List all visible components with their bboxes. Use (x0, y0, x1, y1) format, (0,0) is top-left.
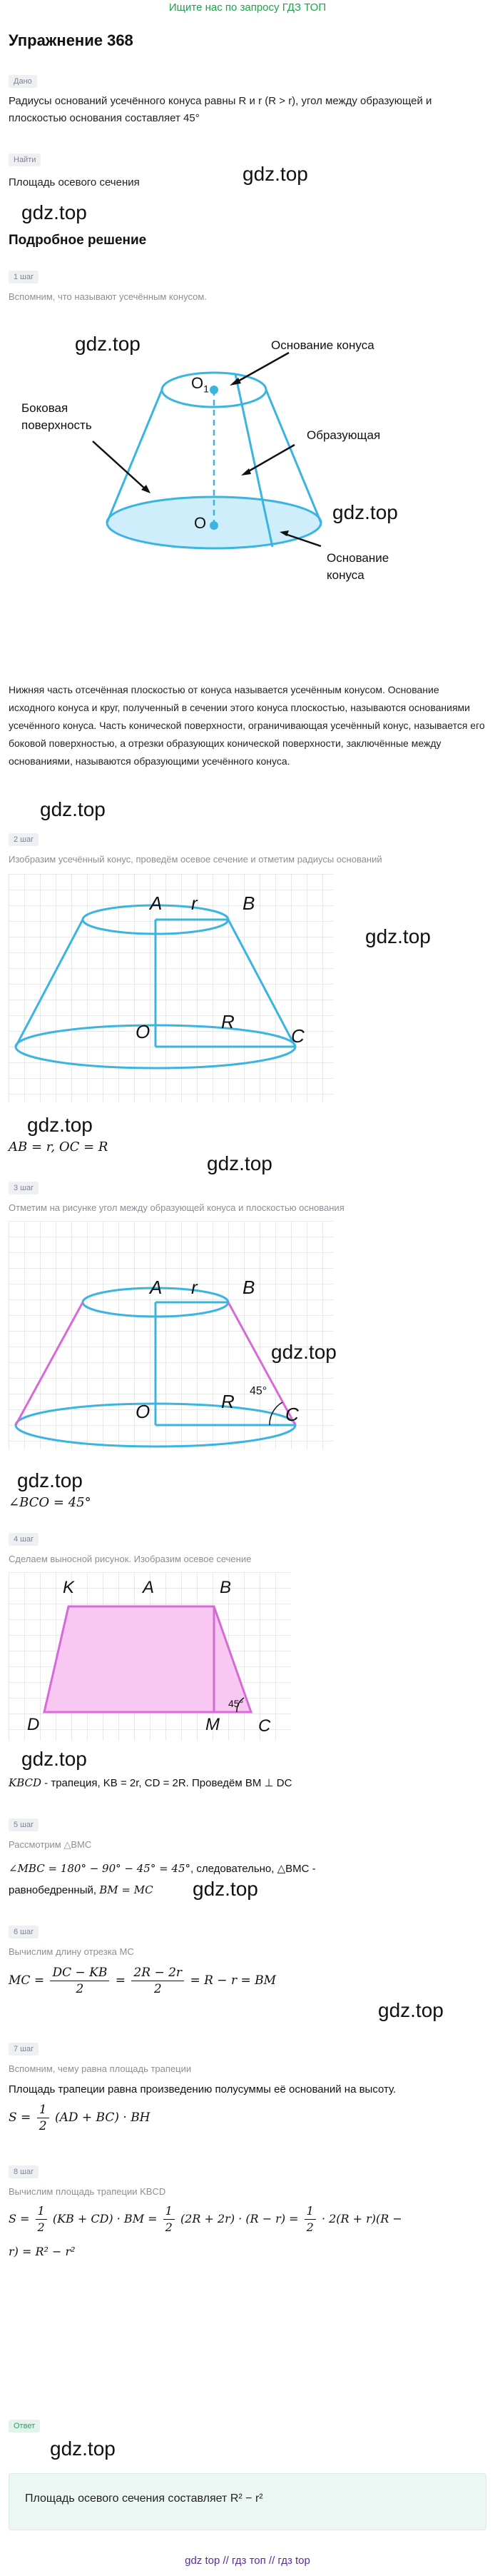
watermark: gdz.top (271, 1341, 337, 1363)
formula: S = $\frac{1}{2}$ (AD + BC) · BH (9, 2103, 150, 2133)
label-lateral-1: Боковая (21, 401, 68, 415)
step-chip: 1 шаг (9, 270, 39, 283)
label-lateral-2: поверхность (21, 418, 92, 432)
label-big-r: R (221, 1391, 235, 1412)
label-c: C (258, 1716, 271, 1736)
figure-2 (9, 874, 334, 1102)
label-m: M (205, 1715, 220, 1734)
label-a: A (150, 892, 163, 914)
step-note: Изобразим усечённый конус, проведём осевое сечение и отметим радиусы оснований (9, 854, 382, 865)
step-line: равнобедренный, BM = MC (9, 1883, 153, 1896)
label-o: O (194, 514, 207, 532)
label-r: r (191, 1277, 198, 1298)
label-base-top: Основание конуса (271, 338, 374, 352)
label-k: K (63, 1578, 75, 1597)
answer-text: Площадь осевого сечения составляет R² − r² (25, 2492, 263, 2505)
label-b: B (220, 1578, 232, 1597)
label-base-bottom-1: Основание (327, 551, 389, 565)
formula: AB = r, OC = R (9, 1139, 108, 1154)
watermark: gdz.top (243, 163, 308, 185)
watermark: gdz.top (207, 1152, 272, 1174)
label-b: B (243, 1277, 255, 1298)
label-base-bottom-2: конуса (327, 568, 364, 582)
step-chip: 2 шаг (9, 832, 39, 846)
watermark: gdz.top (17, 1469, 83, 1491)
step-chip: 8 шаг (9, 2165, 39, 2178)
step-chip: 7 шаг (9, 2042, 39, 2056)
label-generatrix: Образующая (307, 428, 381, 442)
formula: MC = $\frac{DC - KB}{2}$ = $\frac{2R - 2r}{2}$ = R − r = BM (9, 1966, 277, 1996)
watermark: gdz.top (75, 333, 141, 355)
step-chip: 6 шаг (9, 1925, 39, 1938)
watermark: gdz.top (50, 2437, 116, 2460)
answer-box (9, 2473, 486, 2530)
page-title: Упражнение 368 (9, 31, 133, 49)
step-text: Нижняя часть отсечённая плоскостью от конуса называется усечённым конусом. Основание исходного конуса и круг, полученный в сечении этого конуса плоскостью, называются основаниями усечённого конуса. Часть конической поверхности, ограничивающая усечённый конус, называется его боковой поверхностью, а отрезки образующих конической поверхности, заключённые между основаниями, называются образующими усечённого конуса. (9, 684, 485, 767)
frustum-figure (0, 314, 495, 650)
find-chip: Найти (9, 153, 41, 166)
given-text: Радиусы оснований усечённого конуса равны R и r (R > r), угол между образующей и плоскостью основания составляет 45° (9, 95, 432, 124)
find-text: Площадь осевого сечения (9, 176, 140, 188)
label-c: C (285, 1404, 299, 1425)
formula: ∠BCO = 45° (9, 1495, 91, 1510)
angle-label: 45° (250, 1385, 267, 1397)
label-d: D (27, 1715, 40, 1734)
step-note: Вычислим длину отрезка MC (9, 1946, 134, 1957)
angle-label: 45° (228, 1698, 244, 1709)
label-c: C (291, 1025, 305, 1047)
label-o: O (136, 1021, 150, 1042)
label-a: A (143, 1578, 155, 1597)
step-text: Площадь трапеции равна произведению полусуммы её оснований на высоту. (9, 2083, 397, 2095)
step-note: Вспомним, что называют усечённым конусом. (9, 291, 207, 302)
step-note: Сделаем выносной рисунок. Изобразим осевое сечение (9, 1554, 252, 1564)
watermark: gdz.top (365, 925, 431, 947)
label-b: B (243, 892, 255, 914)
given-chip: Дано (9, 74, 37, 88)
top-search-link[interactable]: Ищите нас по запросу ГДЗ ТОП (168, 1, 327, 14)
step-note: Вспомним, чему равна площадь трапеции (9, 2063, 192, 2074)
label-o: O (136, 1401, 150, 1422)
label-o1: $O_1$ (191, 374, 209, 395)
step-note: Отметим на рисунке угол между образующей конуса и плоскостью основания (9, 1202, 345, 1213)
step-note: Вычислим площадь трапеции KBCD (9, 2186, 166, 2197)
step-line: ∠MBC = 180° − 90° − 45° = 45°, следовательно, △BMC - (9, 1862, 316, 1875)
label-big-r: R (221, 1011, 235, 1032)
watermark: gdz.top (193, 1878, 258, 1900)
formula-continuation: r) = R² − r² (9, 2245, 76, 2258)
label-a: A (150, 1277, 163, 1298)
step-text: KBCD - трапеция, KB = 2r, CD = 2R. Проведём BM ⊥ DC (9, 1776, 292, 1789)
answer-chip: Ответ (9, 2419, 40, 2432)
formula: S = $\frac{1}{2}$ (KB + CD) · BM = $\frac{1}{2}$ (2R + 2r) · (R − r) = $\frac{1}{2}$ · 2(R + r)(R − (9, 2204, 402, 2234)
watermark: gdz.top (27, 1114, 93, 1136)
step-chip: 3 шаг (9, 1181, 39, 1194)
solution-heading: Подробное решение (9, 233, 147, 248)
watermark: gdz.top (21, 201, 87, 223)
step-chip: 4 шаг (9, 1532, 39, 1546)
watermark: gdz.top (332, 501, 398, 523)
step-note: Рассмотрим △BMC (9, 1839, 92, 1850)
step-chip: 5 шаг (9, 1818, 39, 1831)
label-r: r (191, 892, 198, 914)
watermark: gdz.top (378, 1999, 444, 2021)
watermark: gdz.top (40, 798, 106, 820)
footer-links[interactable]: gdz top // гдз топ // гдз top (185, 2555, 310, 2567)
watermark: gdz.top (21, 1748, 87, 1770)
